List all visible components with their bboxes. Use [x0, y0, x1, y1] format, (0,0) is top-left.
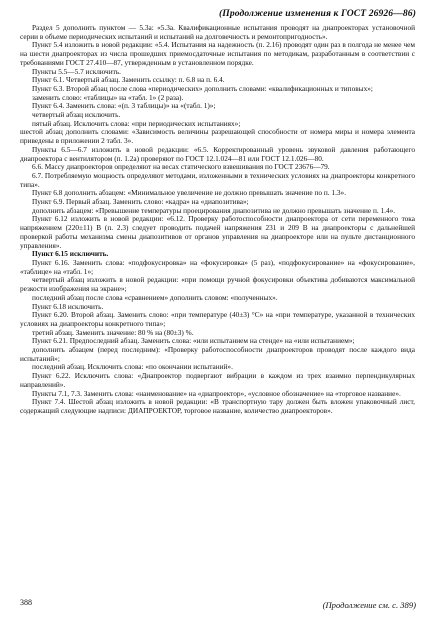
document-body	[20, 24, 415, 416]
paragraph: Пункт 6.21. Предпоследний абзац. Заменить слова: «или испытанием на стенде» на «или испытанием»;	[32, 336, 355, 346]
paragraph: Раздел 5 дополнить пунктом — 5.3а: «5.3а. Квалификационные испытания проводят на диапроекторах установочной серии в объеме периодических испытаний и испытаний на долговечность и ремонтопригодность».	[20, 23, 415, 41]
paragraph: Пункт 5.4 изложить в новой редакции: «5.4. Испытания на надежность (п. 2.16) проводят один раз в полгода не менее чем на шести диапроекторах из числа прошедших приемосдаточные испытания по методикам, разработанным в соответствии с требованиями ГОСТ 27.410—87, утвержденным в установленном порядке.	[20, 40, 415, 67]
paragraph: пятый абзац. Исключить слова: «при периодических испытаниях»;	[32, 118, 241, 128]
paragraph: Пункт 6.1. Четвертый абзац. Заменить ссылку: п. 6.8 на п. 6.4.	[32, 75, 225, 85]
paragraph: Пункт 6.20. Второй абзац. Заменить слово: «при температуре (40±3) °С» на «при температуре, указанной в технических условиях на диапроекторы конкретного типа»;	[20, 310, 415, 328]
page-number: 388	[20, 598, 32, 607]
paragraph: Пункты 6.5—6.7 изложить в новой редакции: «6.5. Корректированный уровень звуковой давления работающего диапроектора с вентилятором (п. 1.2а) проверяют по ГОСТ 12.1.024—81 или ГОСТ 12.1.026—80.	[20, 144, 415, 163]
paragraph: Пункт 6.9. Первый абзац. Заменить слово: «кадра» на «диапозитива»;	[32, 197, 249, 207]
paragraph: четвертый абзац исключить.	[32, 110, 121, 120]
paragraph: Пункт 6.3. Второй абзац после слова «периодических» дополнить словами: «квалификационных и типовых»;	[32, 83, 373, 93]
paragraph: дополнить абзацем: «Превышение температуры проецирования диапозитива не должно превышать значение п. 1.4».	[32, 205, 396, 215]
paragraph: Пункт 6.4. Заменить слова: «(п. 3 таблицы)» на «(табл. 1)»;	[32, 101, 216, 111]
paragraph: Пункт 6.18 исключить.	[32, 301, 104, 311]
paragraph: Пункты 7.1, 7.3. Заменить слова: «наименование» на «диапроектор», «условное обозначение» на «торговое название».	[32, 388, 401, 398]
paragraph: Пункты 5.5—5.7 исключить.	[32, 66, 121, 76]
paragraph: четвертый абзац изложить в новой редакции: «при помощи ручной фокусировки объектива добиваются максимальной резкости изображения на экране»;	[20, 275, 415, 294]
paragraph: Пункт 6.22. Исключить слова: «Диапроектор подвергают вибрации в каждом из трех взаимно перпендикулярных направлений».	[20, 371, 415, 389]
paragraph: Пункт 6.12 изложить в новой редакции: «6.12. Проверку работоспособности диапроектора от сети переменного тока напряжением (220±11) В (п. 2.3) следует проводить подачей напряжения 231 и 209 В на диапроекторы с дальнейшей проверкой работы механизма смены диапозитивов от органов управления на диапроекторе или на пульте дистанционного управления».	[20, 214, 415, 250]
paragraph: последний абзац. Исключить слова: «по окончании испытаний».	[32, 362, 233, 372]
paragraph: 6.7. Потребляемую мощность определяют методами, изложенными в технических условиях на диапроекторы конкретного типа».	[20, 170, 415, 189]
paragraph: дополнить абзацем (перед последним): «Проверку работоспособности диапроекторов проводят после каждого вида испытаний»;	[20, 345, 415, 363]
page-header: (Продолжение изменения к ГОСТ 26926—86)	[219, 8, 416, 19]
paragraph: Пункт 6.15 исключить.	[32, 249, 109, 259]
paragraph: третий абзац. Заменить значение: 80 % на (80±3) %.	[32, 327, 194, 337]
paragraph: заменить слово: «таблицы» на «табл. 1» (2 раза).	[32, 92, 184, 102]
paragraph: Пункт 6.8 дополнить абзацем: «Минимальное увеличение не должно превышать значение по п. 1.3».	[32, 188, 347, 198]
paragraph: Пункт 6.16. Заменить слова: «подфокусировка» на «фокусировка» (5 раз), «подфокусирование» на «фокусирование», «таблице» на «табл. 1»;	[20, 257, 415, 276]
paragraph: последний абзац после слова «сравнением» дополнить словом: «полученных».	[32, 292, 278, 302]
paragraph: Пункт 7.4. Шестой абзац изложить в новой редакции: «В транспортную тару должен быть вложен упаковочный лист, содержащий следующие надписи: ДИАПРОЕКТОР, торговое название, количество диапроекторов».	[20, 397, 415, 415]
page-footer: (Продолжение см. с. 389)	[322, 600, 416, 610]
paragraph: 6.6. Массу диапроекторов определяют на весах статического взвешивания по ГОСТ 23676—79.	[32, 162, 330, 172]
paragraph: шестой абзац дополнить словами: «Зависимость величины разрешающей способности от номера миры и номера элемента приведены в приложении 2 табл. 3».	[20, 127, 415, 146]
